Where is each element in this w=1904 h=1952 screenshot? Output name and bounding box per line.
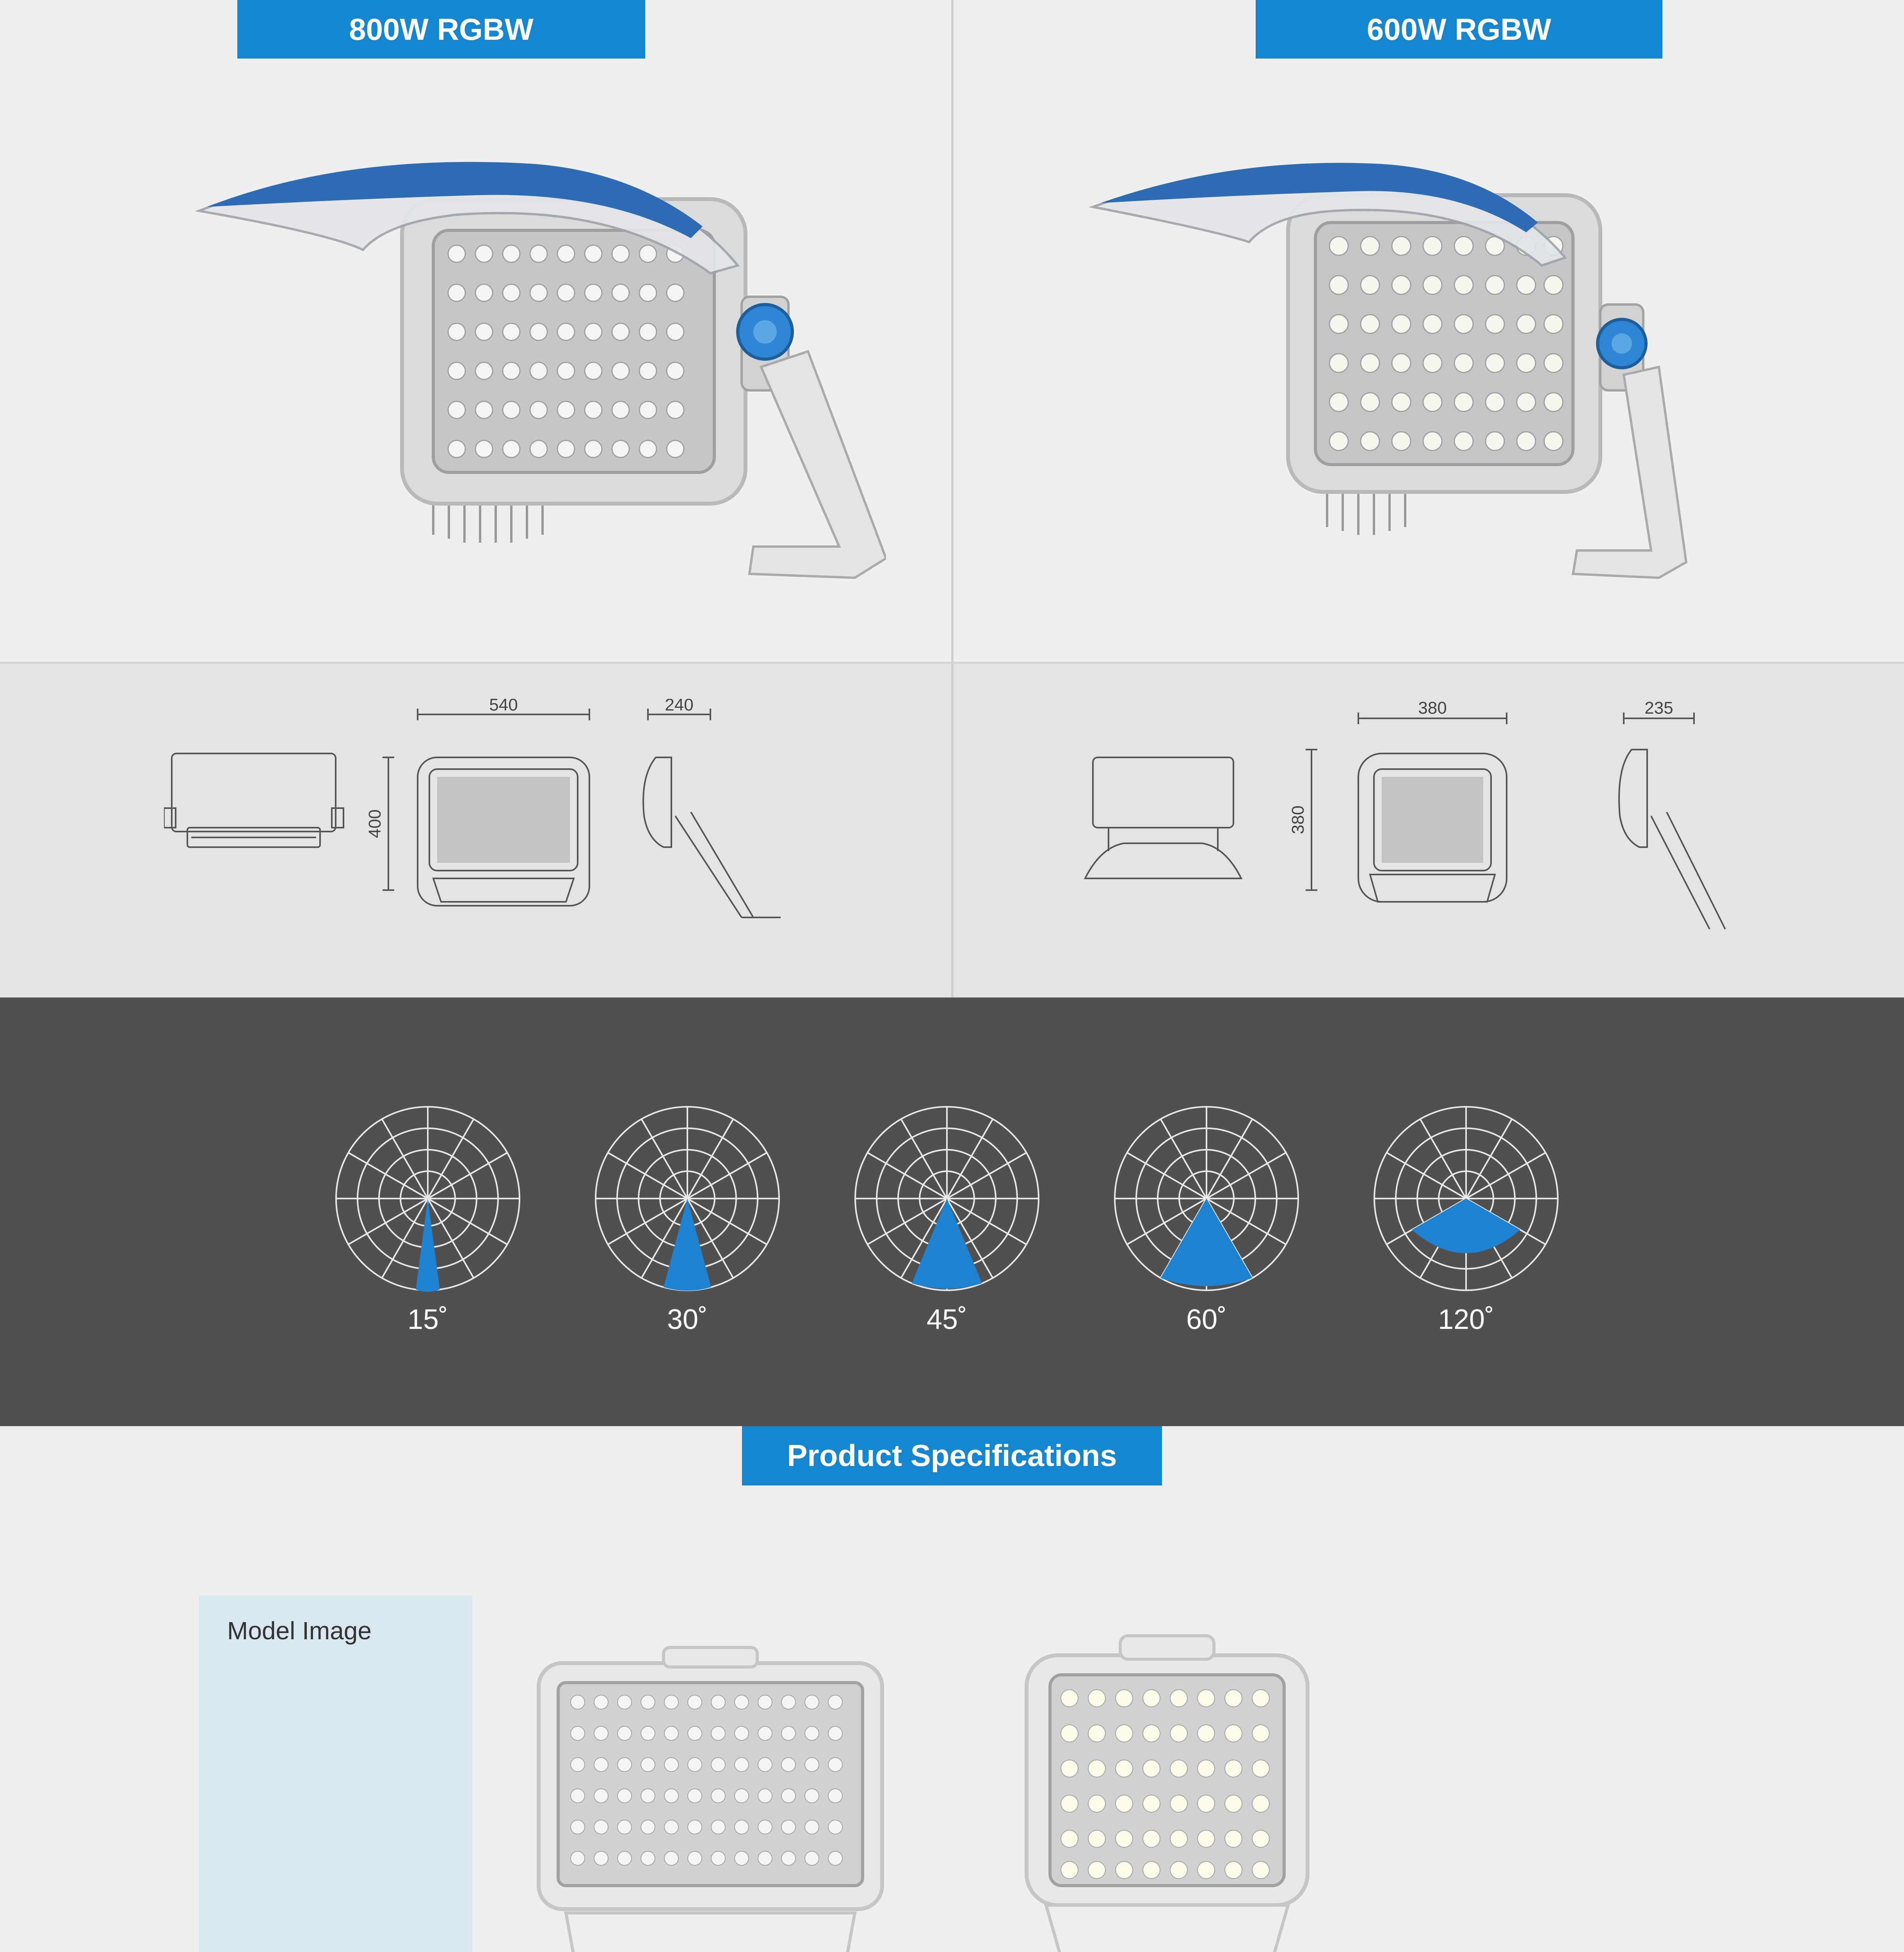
floodlight-800w-image [183, 148, 886, 601]
column-divider [951, 0, 954, 997]
dim-width-800w: 540 [489, 699, 518, 714]
dim-height-800w: 400 [365, 809, 384, 838]
model-image-800w [535, 1640, 886, 1952]
beam-angle-item [1368, 1101, 1564, 1336]
beam-lobe [1412, 1199, 1520, 1253]
dim-depth-800w: 240 [665, 699, 694, 714]
beam-angle-label: 15˚ [407, 1304, 448, 1335]
polar-diagram-icon [590, 1101, 785, 1296]
beam-angle-diagrams [330, 1101, 1579, 1343]
product-badge-600w: 600W RGBW [1256, 0, 1662, 59]
beam-angle-label: 60˚ [1186, 1304, 1227, 1335]
dimension-drawing-600w [1077, 699, 1764, 949]
beam-angle-item [590, 1101, 785, 1336]
beam-angle-item [330, 1101, 525, 1336]
beam-angle-item [849, 1101, 1045, 1336]
model-image-label: Model Image [227, 1617, 372, 1645]
product-badge-800w: 800W RGBW [237, 0, 645, 59]
section-title-product-specifications: Product Specifications [742, 1426, 1162, 1485]
beam-angle-label: 30˚ [667, 1304, 708, 1335]
polar-diagram-icon [1368, 1101, 1564, 1296]
spec-label-column [199, 1596, 472, 1952]
model-image-600w [1023, 1632, 1311, 1952]
polar-diagram-icon [1109, 1101, 1304, 1296]
beam-angle-label: 120˚ [1438, 1304, 1495, 1335]
dim-height-600w: 380 [1288, 805, 1308, 834]
polar-diagram-icon [849, 1101, 1045, 1296]
beam-angle-item [1109, 1101, 1304, 1336]
dimension-drawing-800w [164, 699, 812, 941]
polar-diagram-icon [330, 1101, 525, 1296]
dim-depth-600w: 235 [1644, 699, 1673, 718]
floodlight-600w-image [1085, 148, 1690, 586]
beam-lobe [1161, 1199, 1253, 1286]
dim-width-600w: 380 [1418, 699, 1447, 718]
beam-angle-label: 45˚ [926, 1304, 968, 1335]
